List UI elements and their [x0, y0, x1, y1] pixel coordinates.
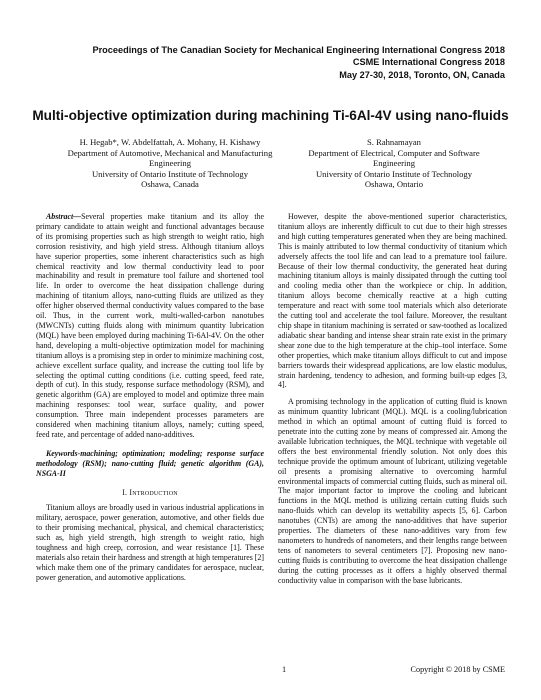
author-names: H. Hegab*, W. Abdelfattah, A. Mohany, H. Kishawy — [79, 137, 261, 147]
author-university: University of Ontario Institute of Technology — [91, 168, 249, 179]
author-department: Department of Electrical, Computer and Software Engineering — [308, 147, 480, 169]
intro-paragraph: Titanium alloys are broadly used in various industrial applications in military, aerospace, power generation, automotive, and other fields due to their promising mechanical, physical, and chemical characteristics; such as, high yield strength, high strength to weight ratio, high toughness and high creep, corrosion, and wear resistance [1]. These materials also retain their hardness and strength at high temperatures [2] which make them one of the primary candidates for aerospace, nuclear, power generation, and automotive applications. — [36, 503, 264, 582]
conference-header — [65, 44, 505, 81]
page-number: 1 — [282, 665, 287, 674]
author-department: Department of Automotive, Mechanical and Manufacturing Engineering — [67, 147, 273, 169]
left-column — [36, 212, 264, 583]
body-paragraph-1: However, despite the above-mentioned superior characteristics, titanium alloys are inherently difficult to cut due to their high stresses and high cutting temperatures generated when they are being machined. This is mainly attributed to low thermal conductivity of titanium which adversely affects the tool life and can lead to a premature tool failure. Because of their low thermal conductivity, the generated heat during machining titanium alloys is mainly dissipated through the cutting tool and cooling media other than the workpiece or chip. In addition, titanium alloys become chemically reactive at a high cutting temperature and react with some tool materials which also deteriorate the cutting tool and accelerate the tool failure. Moreover, the resultant chip shape in titanium machining is serrated or saw-toothed as localized adiabatic shear banding and intense shear strain rate exist in the primary shear zone due to the high temperature at the chip–tool interface. Some other properties, which make titanium alloys difficult to cut and impose barriers towards their widespread applications, are low elastic modulus, strain hardening, tendency to adhesion, and forming built-up edges [3, 4]. — [278, 212, 507, 390]
section-heading-introduction: I. Introduction — [122, 487, 178, 497]
conference-date-line: May 27-30, 2018, Toronto, ON, Canada — [339, 69, 505, 80]
author-block-right — [294, 137, 494, 190]
conference-proceedings-line: Proceedings of The Canadian Society for Mechanical Engineering International Congress 2018 — [92, 45, 505, 55]
body-paragraph-2: A promising technology in the application of cutting fluid is known as minimum quantity lubricant (MQL). MQL is a cooling/lubrication method in which an optimal amount of cutting fluid is forced to penetrate into the cutting zone by means of compressed air. Among the available lubrication techniques, the MQL technique with vegetable oil offers the best environmental friendly solution. Not only does this technique provide the optimum amount of lubricant, utilizing vegetable oil presents a promising alternative to overcoming harmful environmental impacts of commercial cutting fluids, such as mineral oil. The major important factor to improve the cooling and lubricant functions in the MQL method is utilizing certain cutting fluids such nano-fluids which can develop its wettability aspects [5, 6]. Carbon nanotubes (CNTs) are among the nano-additives that have superior properties. The diameters of these nano-additives vary from few nanometers to hundreds of nanometers, and their lengths range between tens of nanometers to several centimeters [7]. Proposing new nano-cutting fluids is contributing to overcome the heat dissipation challenge during the cutting processes as it offers a highly observed thermal conductivity value in comparison with the base lubricants. — [278, 397, 507, 585]
copyright-notice: Copyright © 2018 by CSME — [410, 665, 505, 674]
author-names: S. Rahnamayan — [367, 137, 421, 147]
author-university: University of Ontario Institute of Technology — [315, 168, 473, 179]
abstract-lead: Abstract— — [46, 212, 82, 221]
author-city: Oshawa, Canada — [141, 179, 199, 190]
abstract — [36, 212, 264, 440]
paper-title: Multi-objective optimization during machining Ti-6Al-4V using nano-fluids — [32, 108, 509, 123]
author-block-left — [58, 137, 282, 190]
conference-name-line: CSME International Congress 2018 — [352, 57, 505, 68]
right-column — [278, 212, 507, 586]
author-city: Oshawa, Ontario — [364, 179, 424, 190]
keywords: Keywords-machining; optimization; modeling; response surface methodology (RSM); nano-cutting fluid; genetic algorithm (GA), NSGA-II — [36, 448, 264, 478]
abstract-text: Several properties make titanium and its alloy the primary candidate to attain weight and functional advantages because of its promising properties such as high strength to weight ratio, high corrosion resistivity, and high yield stress. Although titanium alloys have superior properties, some inherent characteristics such as high chemical reactivity and low thermal conductivity lead to poor machinability and result in premature tool failure and shortened tool life. In order to overcome the heat dissipation challenge during machining of titanium alloys, nano-cutting fluids are utilized as they offer higher observed thermal conductivity values compared to the base oil. Thus, in the current work, multi-walled-carbon nanotubes (MWCNTs) cutting fluids along with minimum quantity lubrication (MQL) have been employed during machining Ti-6Al-4V. On the other hand, developing a multi-objective optimization model for machining titanium alloys is a promising step in order to minimize machining cost, achieve excellent surface quality, and increase the cutting tool life by selecting the optimal cutting conditions (i.e. cutting speed, feed rate, depth of cut). In this study, response surface methodology (RSM), and genetic algorithm (GA) are employed to model and optimize three main machining responses: tool wear, surface quality, and power consumption. Three main independent processes parameters are considered when machining titanium alloys, namely; cutting speed, feed rate, and percentage of added nano-additives. — [36, 212, 264, 439]
